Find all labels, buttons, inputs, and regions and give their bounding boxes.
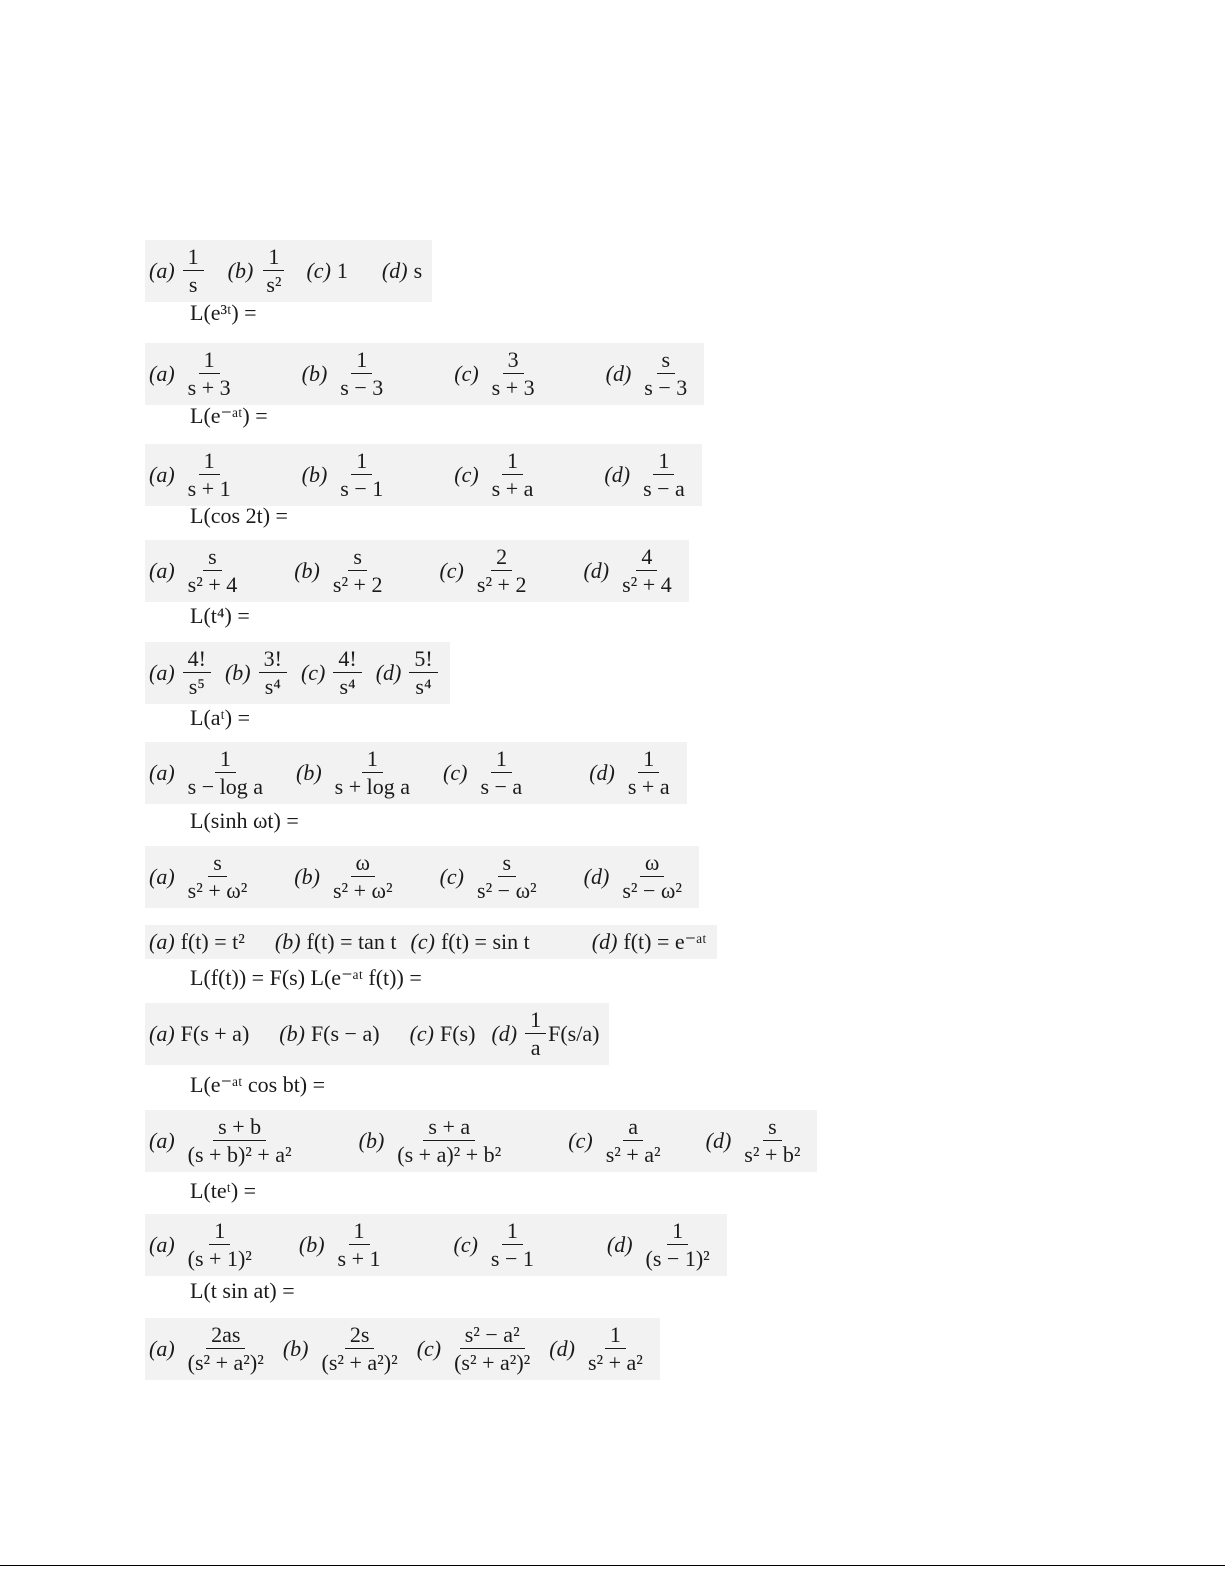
numerator: 1	[667, 1218, 688, 1245]
option	[149, 244, 206, 298]
question-stem: L(cos 2t) =	[190, 503, 288, 528]
fraction	[335, 448, 388, 502]
numerator: s	[203, 544, 222, 571]
option	[275, 929, 397, 955]
option-label: (b)	[294, 863, 320, 889]
option	[228, 244, 289, 298]
option-expression: F(s − a)	[310, 1020, 380, 1046]
fraction	[328, 544, 388, 598]
option	[454, 347, 541, 401]
denominator: s² + a²	[605, 1142, 661, 1168]
option-label: (c)	[439, 557, 464, 583]
option-label: (c)	[300, 659, 326, 685]
option	[279, 1021, 379, 1047]
option	[149, 448, 238, 502]
fraction	[183, 244, 204, 298]
option	[149, 850, 254, 904]
option-expression: f(t) = e⁻ᵃᵗ	[623, 929, 707, 954]
option-label: (c)	[409, 1020, 434, 1046]
option-label: (b)	[279, 1020, 305, 1046]
denominator: s + log a	[334, 774, 411, 800]
option-label: (a)	[149, 929, 175, 954]
numerator: 5!	[409, 646, 437, 673]
option-label: (c)	[454, 461, 479, 487]
option	[382, 258, 422, 284]
question-stem: L(f(t)) = F(s) L(e⁻ᵃᵗ f(t)) =	[190, 965, 422, 990]
option	[225, 646, 289, 700]
denominator: s² + b²	[744, 1142, 801, 1168]
fraction	[409, 646, 437, 700]
denominator: s + 1	[187, 476, 231, 502]
denominator: s − log a	[187, 774, 264, 800]
fraction	[335, 347, 388, 401]
denominator: (s + b)² + a²	[187, 1142, 292, 1168]
options-row	[145, 1318, 660, 1380]
option-expression: s	[413, 257, 423, 283]
fraction	[333, 646, 361, 700]
numerator: 4!	[333, 646, 361, 673]
options-row	[145, 642, 450, 704]
option-label: (d)	[589, 759, 615, 785]
option-label: (d)	[549, 1335, 575, 1361]
numerator: 4	[636, 544, 657, 571]
fraction	[739, 1114, 805, 1168]
fraction	[261, 244, 286, 298]
numerator: 1	[491, 746, 512, 773]
numerator: 3!	[259, 646, 287, 673]
fraction	[617, 850, 687, 904]
denominator: s²	[266, 272, 282, 298]
denominator: s⁵	[188, 674, 205, 700]
denominator: (s − 1)²	[645, 1246, 710, 1272]
numerator: 1	[209, 1218, 230, 1245]
question-stem: L(t⁴) =	[190, 603, 250, 628]
option	[294, 850, 399, 904]
option-label: (c)	[568, 1127, 593, 1153]
fraction	[183, 646, 211, 700]
option-label: (c)	[410, 929, 435, 954]
question-stem: L(sinh ωt) =	[190, 808, 299, 833]
options-row	[145, 742, 687, 804]
question-stem: L(e⁻ᵃᵗ cos bt) =	[190, 1072, 326, 1097]
option-expression: f(t) = t²	[180, 929, 245, 954]
numerator: 3	[503, 347, 524, 374]
numerator: s + a	[423, 1114, 475, 1141]
option-label: (d)	[381, 257, 408, 283]
denominator: s⁴	[264, 674, 281, 700]
option-label: (a)	[149, 557, 175, 583]
denominator: s² + a²	[587, 1350, 643, 1376]
option-label: (d)	[591, 929, 618, 954]
option-label: (d)	[583, 863, 610, 889]
option	[294, 544, 389, 598]
option-label: (b)	[301, 461, 328, 487]
numerator: s	[348, 544, 367, 571]
numerator: 4!	[183, 646, 211, 673]
fraction	[183, 347, 236, 401]
fraction	[183, 1218, 257, 1272]
option-label: (a)	[149, 257, 175, 283]
option	[302, 347, 391, 401]
options-row	[145, 1003, 609, 1065]
option	[301, 646, 364, 700]
option	[454, 1218, 541, 1272]
numerator: s + b	[213, 1114, 266, 1141]
denominator: a	[530, 1035, 541, 1061]
denominator: s − a	[643, 476, 685, 502]
option-label: (a)	[149, 759, 175, 785]
fraction	[259, 646, 287, 700]
option	[376, 646, 440, 700]
numerator: 1	[638, 746, 659, 773]
option-label: (a)	[149, 1231, 175, 1257]
fraction	[641, 1218, 715, 1272]
denominator: s + 3	[187, 375, 231, 401]
question-stem: L(t sin at) =	[190, 1278, 295, 1303]
option-label: (b)	[298, 1231, 325, 1257]
denominator: (s² + a²)²	[321, 1350, 398, 1376]
option-label: (b)	[301, 360, 328, 386]
question-stem: L(teᵗ) =	[190, 1178, 257, 1203]
fraction	[601, 1114, 666, 1168]
numerator: s	[657, 347, 676, 374]
options-row	[145, 444, 702, 506]
denominator: (s² + a²)²	[454, 1350, 531, 1376]
fraction	[472, 544, 532, 598]
numerator: 1	[199, 448, 220, 475]
option-label: (b)	[227, 257, 254, 283]
numerator: ω	[351, 850, 375, 877]
option-label: (a)	[149, 360, 175, 386]
option	[592, 929, 707, 955]
option-label: (b)	[274, 929, 301, 954]
option-expression: 1	[336, 257, 348, 283]
option	[149, 544, 244, 598]
option	[149, 646, 213, 700]
numerator: 1	[605, 1322, 626, 1349]
fraction	[472, 850, 542, 904]
option-label: (c)	[453, 1231, 478, 1257]
fraction	[486, 1218, 539, 1272]
fraction	[183, 448, 236, 502]
option-label: (c)	[439, 863, 465, 889]
numerator: 1	[362, 746, 383, 773]
fraction	[487, 347, 540, 401]
numerator: s	[498, 850, 517, 877]
option	[283, 1322, 405, 1376]
option-label: (b)	[294, 557, 320, 583]
option-label: (c)	[443, 759, 468, 785]
option	[299, 1218, 388, 1272]
option-label: (b)	[296, 759, 322, 785]
denominator: s − 3	[644, 375, 688, 401]
option	[549, 1322, 650, 1376]
option-label: (d)	[605, 360, 632, 386]
option-label: (d)	[606, 1231, 633, 1257]
option	[440, 850, 544, 904]
numerator: 1	[502, 1218, 523, 1245]
option	[491, 1007, 599, 1061]
numerator: 2	[491, 544, 512, 571]
option-expression: f(t) = tan t	[306, 929, 397, 954]
denominator: s + a	[491, 476, 534, 502]
option-label: (d)	[705, 1127, 732, 1153]
denominator: s + 3	[491, 375, 535, 401]
denominator: s² − ω²	[622, 878, 682, 904]
option-label: (d)	[604, 461, 631, 487]
denominator: (s² + a²)²	[187, 1350, 264, 1376]
option	[607, 1218, 717, 1272]
options-row	[145, 925, 717, 959]
denominator: s − a	[480, 774, 523, 800]
option	[149, 1218, 259, 1272]
fraction	[623, 746, 675, 800]
option	[583, 544, 678, 598]
option-label: (a)	[149, 1127, 175, 1153]
option	[149, 1114, 299, 1168]
option-label: (a)	[149, 659, 175, 685]
denominator: s − 3	[340, 375, 384, 401]
option	[296, 746, 417, 800]
option	[149, 347, 238, 401]
option-label: (b)	[282, 1335, 309, 1361]
numerator: 1	[351, 448, 372, 475]
numerator: 1	[183, 244, 204, 271]
option-label: (a)	[149, 461, 175, 487]
option-expression: f(t) = sin t	[440, 929, 530, 954]
denominator: s	[188, 272, 198, 298]
fraction	[638, 448, 690, 502]
option	[149, 929, 245, 955]
fraction	[328, 850, 398, 904]
option-expression: F(s + a)	[180, 1020, 250, 1046]
denominator: s² + 2	[476, 572, 527, 598]
denominator: s² + 4	[187, 572, 238, 598]
numerator: 1	[502, 448, 523, 475]
numerator: 2s	[345, 1322, 375, 1349]
option	[149, 746, 270, 800]
numerator: 1	[525, 1007, 546, 1034]
fraction	[487, 448, 539, 502]
option	[410, 1021, 476, 1047]
denominator: s − 1	[490, 1246, 534, 1272]
option	[306, 258, 347, 284]
fraction	[617, 544, 677, 598]
option	[443, 746, 529, 800]
fraction	[525, 1007, 546, 1061]
denominator: s + 1	[337, 1246, 381, 1272]
question-stem: L(e³ᵗ) =	[190, 300, 257, 325]
denominator: s² + 2	[332, 572, 383, 598]
option	[302, 448, 391, 502]
fraction	[183, 746, 268, 800]
option-suffix: F(s/a)	[548, 1020, 600, 1046]
question-stem: L(e⁻ᵃᵗ) =	[190, 403, 268, 428]
denominator: s⁴	[339, 674, 356, 700]
fraction	[183, 1114, 297, 1168]
denominator: s + a	[627, 774, 670, 800]
option-label: (d)	[491, 1020, 518, 1046]
fraction	[330, 746, 415, 800]
option	[604, 448, 691, 502]
option-expression: F(s)	[439, 1020, 476, 1046]
fraction	[449, 1322, 535, 1376]
denominator: s² + ω²	[187, 878, 248, 904]
fraction	[317, 1322, 403, 1376]
option	[411, 929, 530, 955]
denominator: s² + 4	[622, 572, 672, 598]
denominator: (s + 1)²	[187, 1246, 252, 1272]
numerator: 1	[199, 347, 220, 374]
options-row	[145, 343, 704, 405]
options-row	[145, 1214, 727, 1276]
fraction	[333, 1218, 386, 1272]
fraction	[475, 746, 527, 800]
option-label: (d)	[583, 557, 610, 583]
option	[606, 347, 695, 401]
question-stem: L(aᵗ) =	[190, 705, 250, 730]
numerator: s² − a²	[460, 1322, 525, 1349]
numerator: 1	[351, 347, 372, 374]
option-label: (a)	[149, 1335, 175, 1361]
fraction	[183, 850, 253, 904]
option-label: (c)	[454, 360, 479, 386]
option	[589, 746, 676, 800]
option	[417, 1322, 538, 1376]
numerator: 1	[349, 1218, 370, 1245]
fraction	[639, 347, 692, 401]
denominator: s² − ω²	[477, 878, 537, 904]
fraction	[583, 1322, 648, 1376]
fraction	[392, 1114, 506, 1168]
option-label: (b)	[358, 1127, 385, 1153]
option-label: (a)	[149, 1020, 175, 1046]
option	[584, 850, 689, 904]
option-label: (c)	[416, 1335, 442, 1361]
numerator: a	[623, 1114, 643, 1141]
option	[149, 1322, 271, 1376]
option-label: (a)	[149, 863, 175, 889]
denominator: s² + ω²	[332, 878, 393, 904]
numerator: 1	[653, 448, 674, 475]
numerator: s	[763, 1114, 782, 1141]
option	[149, 1021, 249, 1047]
numerator: 1	[263, 244, 284, 271]
denominator: s − 1	[340, 476, 384, 502]
option	[706, 1114, 808, 1168]
option	[439, 544, 533, 598]
option-label: (c)	[306, 257, 331, 283]
denominator: s⁴	[415, 674, 432, 700]
option	[568, 1114, 667, 1168]
numerator: s	[208, 850, 227, 877]
numerator: 1	[215, 746, 236, 773]
options-row	[145, 540, 689, 602]
option-label: (b)	[224, 659, 251, 685]
page-bottom-rule	[0, 1565, 1225, 1566]
option	[454, 448, 540, 502]
options-row	[145, 1110, 817, 1172]
fraction	[183, 1322, 269, 1376]
option	[359, 1114, 509, 1168]
numerator: ω	[640, 850, 664, 877]
option-label: (d)	[375, 659, 402, 685]
numerator: 2as	[206, 1322, 245, 1349]
fraction	[183, 544, 243, 598]
options-row	[145, 240, 432, 302]
options-row	[145, 846, 699, 908]
denominator: (s + a)² + b²	[397, 1142, 502, 1168]
